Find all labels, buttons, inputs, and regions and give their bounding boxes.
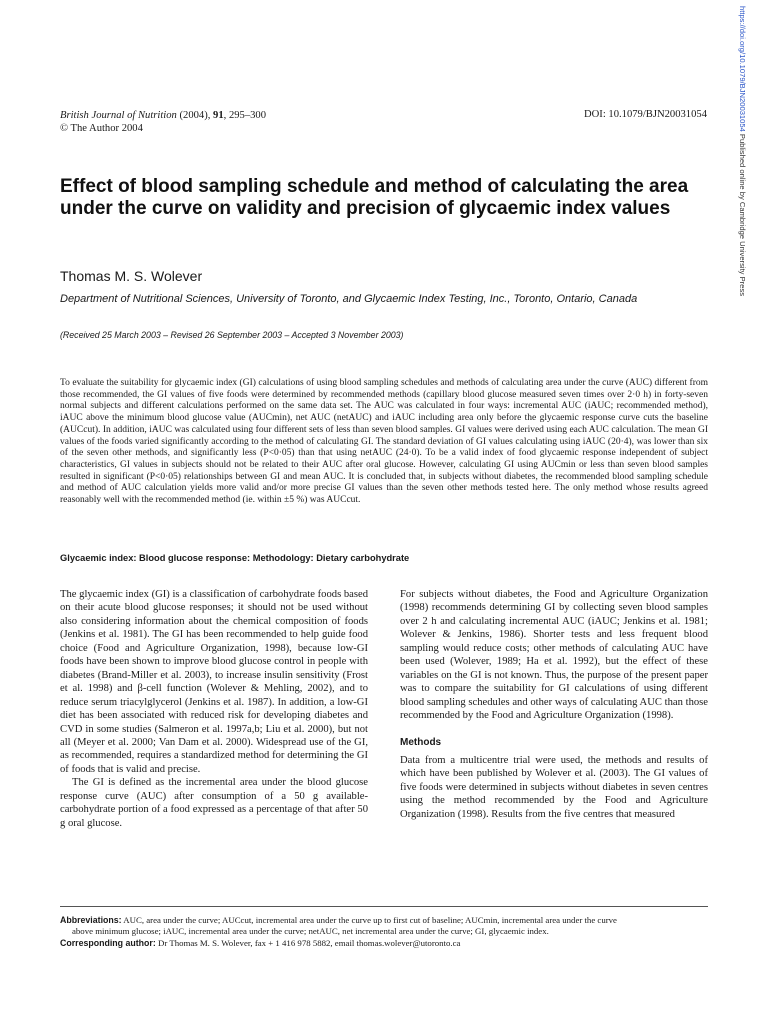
footnote-divider	[60, 906, 708, 907]
footnotes	[60, 915, 710, 949]
journal-citation	[60, 109, 266, 135]
corresponding-author-label: Corresponding author:	[60, 937, 156, 948]
doi: DOI: 10.1079/BJN20031054	[583, 109, 707, 120]
left-column	[60, 588, 368, 830]
side-doi-note	[738, 6, 747, 306]
abbreviations-note	[60, 915, 710, 926]
abbreviations-text-cont: above minimum glucose; iAUC, incremental area under the curve; netAUC, net incremental area under the curve; GI, glycaemic index.	[72, 926, 549, 937]
right-column	[400, 588, 708, 821]
journal-volume: 91	[213, 110, 224, 121]
abbreviations-text: AUC, area under the curve; AUCcut, incremental area under the curve up to first cut of baseline; AUCmin, incremental area under the curve	[121, 915, 617, 925]
intro-paragraph-3: For subjects without diabetes, the Food and Agriculture Organization (1998) recommends determining GI by collecting seven blood samples over 2 h and calculating incremental AUC (iAUC; Jenkins et al. 1981; Wolever & Jenkins, 1986). Shorter tests and less frequent blood sampling would reduce costs; other methods of calculating AUC have been used (Wolever, 1989; Ha et al. 1992), but the effect of these variables on the GI is not known. Thus, the purpose of the present paper was to compare the suitability for GI calculations of using different blood sampling schedules and other ways of calculating AUC than those recommended by the Food and Agriculture Organization (1998).	[400, 589, 708, 722]
side-published-text: Published online by Cambridge University Press	[738, 131, 747, 296]
keywords: Glycaemic index: Blood glucose response: Methodology: Dietary carbohydrate	[60, 553, 410, 563]
side-doi-link[interactable]: https://doi.org/10.1079/BJN20031054	[738, 6, 747, 132]
methods-heading: Methods	[400, 736, 442, 748]
journal-name: British Journal of Nutrition	[60, 110, 177, 121]
author-name: Thomas M. S. Wolever	[60, 268, 203, 284]
affiliation: Department of Nutritional Sciences, University of Toronto, and Glycaemic Index Testing, Inc., Toronto, Ontario, Canada	[60, 293, 638, 305]
corresponding-author-text: Dr Thomas M. S. Wolever, fax + 1 416 978 5882, email thomas.wolever@utoronto.ca	[155, 937, 461, 948]
corresponding-author-note	[60, 938, 710, 949]
methods-paragraph-1: Data from a multicentre trial were used, the methods and results of which have been published by Wolever et al. (2003). The GI values of five foods were determined in subjects without diabetes in seven centres using the method recommended by the Food and Agriculture Organization (1998). Results from the five centres that measured	[400, 754, 708, 820]
journal-year: (2004),	[176, 110, 214, 121]
paper-title: Effect of blood sampling schedule and method of calculating the area under the curve on validity and precision of glycaemic index values	[60, 176, 689, 219]
journal-pages: , 295–300	[223, 110, 267, 121]
abstract: To evaluate the suitability for glycaemic index (GI) calculations of using blood sampling schedules and methods of calculating area under the curve (AUC) different from those recommended, the GI values of five foods were determined by recommended methods (capillary blood glucose measured seven times over 2·0 h) in forty-seven normal subjects and different calculations performed on the same data set. The AUC was calculated in four ways: incremental AUC (iAUC; recommended method), iAUC above the minimum blood glucose value (AUCmin), net AUC (netAUC) and iAUC including area only before the glycaemic response curve cuts the baseline (AUCcut). In addition, iAUC was calculated using four different sets of less than seven blood samples. GI values were derived using each AUC calculation. The mean GI values of the foods varied significantly according to the method of calculating GI. The standard deviation of GI values calculating using iAUC (20·4), was lower than six of the seven other methods, and significantly less (P<0·05) than that using netAUC (24·0). To be a valid index of food glycaemic response independent of subject characteristics, GI values in subjects should not be related to their AUC after oral glucose. However, calculating GI using AUCmin or less than seven blood samples resulted in significant (P<0·05) relationships between GI and mean AUC. It is concluded that, in subjects without diabetes, the recommended blood sampling schedule and method of AUC calculation yields more valid and/or more precise GI values than the seven other methods tested here. The only method whose results agreed reasonably well with the recommended method (ie. within ±5 %) was AUCcut.	[60, 378, 708, 506]
intro-paragraph-2: The GI is defined as the incremental area under the blood glucose response curve (AUC) after consumption of a 50 g available-carbohydrate portion of a food expressed as a percentage of that after 50 g oral glucose.	[60, 777, 368, 829]
copyright: © The Author 2004	[60, 123, 143, 134]
intro-paragraph-1: The glycaemic index (GI) is a classification of carbohydrate foods based on their acute blood glucose responses; it should not be used without also considering information about the chemical composition of foods (Jenkins et al. 1981). The GI has been recommended to help guide food choice (Food and Agriculture Organization, 1998), because low-GI foods have been shown to improve blood glucose control in people with diabetes (Brand-Miller et al. 2003), to increase insulin sensitivity (Frost et al. 1998) and β-cell function (Wolever & Mehling, 2002), and to reduce serum triacylglycerol (Jenkins et al. 1987). In addition, a low-GI diet has been associated with reduced risk for developing diabetes and CVD in some studies (Salmeron et al. 1997a,b; Liu et al. 2000), but not all (Meyer et al. 2000; Van Dam et al. 2000). Widespread use of the GI, as recommended, requires a standardized method for determining the GI of foods that is valid and precise.	[60, 589, 368, 775]
received-dates: (Received 25 March 2003 – Revised 26 September 2003 – Accepted 3 November 2003)	[60, 330, 404, 340]
abbreviations-label: Abbreviations:	[60, 915, 122, 925]
